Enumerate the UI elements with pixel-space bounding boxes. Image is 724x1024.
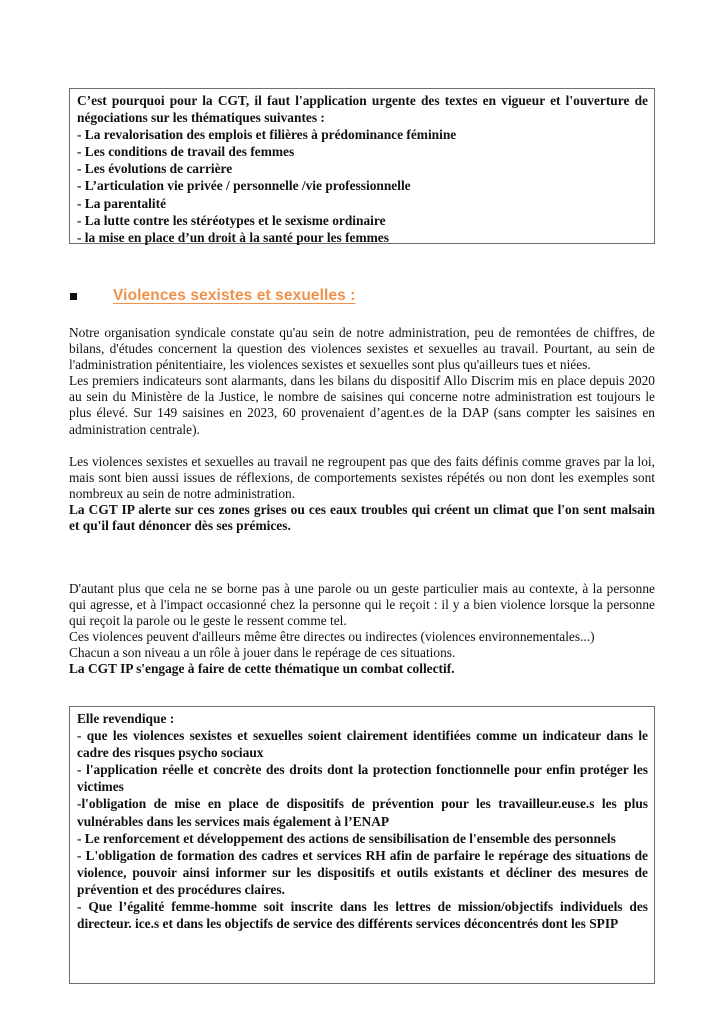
paragraph: D'autant plus que cela ne se borne pas à une parole ou un geste particulier mais au contexte, à la personne qui agresse, et à l'impact occasionné chez la personne qui le reçoit : il y a bien violence lorsque la personne qui reçoit la parole ou le geste le ressent comme tel. xyxy=(69,581,655,629)
demand-item: - La revalorisation des emplois et filières à prédominance féminine xyxy=(77,127,457,143)
demand-item: - Les conditions de travail des femmes xyxy=(77,144,295,160)
paragraph-bold: La CGT IP s'engage à faire de cette thématique un combat collectif. xyxy=(69,661,455,677)
claim-item: -l'obligation de mise en place de dispositifs de prévention pour les travailleur.euse.s les plus vulnérables dans les services mais également à l’ENAP xyxy=(77,796,648,829)
demand-item: - La lutte contre les stéréotypes et le sexisme ordinaire xyxy=(77,212,386,228)
section-heading-text: Violences sexistes et sexuelles : xyxy=(113,287,356,304)
box-intro: Elle revendique : xyxy=(77,711,175,726)
body-section-2 xyxy=(69,581,655,678)
cgt-demands-box xyxy=(69,88,655,244)
demand-item: - La parentalité xyxy=(77,195,167,211)
demand-item: - la mise en place d’un droit à la santé pour les femmes xyxy=(77,229,389,245)
paragraph: Les premiers indicateurs sont alarmants, dans les bilans du dispositif Allo Discrim mis en place depuis 2020 au sein du Ministère de la Justice, le nombre de saisines qui concerne notre administration est toujours le plus élevé. Sur 149 saisines en 2023, 60 provenaient d’agent.es de la DAP (sans compter les saisines en administration centrale). xyxy=(69,373,655,437)
demand-item: - L’articulation vie privée / personnelle /vie professionnelle xyxy=(77,178,411,194)
claim-item: - l'application réelle et concrète des droits dont la protection fonctionnelle pour enfin protéger les victimes xyxy=(77,762,648,795)
paragraph-bold: La CGT IP alerte sur ces zones grises ou ces eaux troubles qui créent un climat que l'on sent malsain et qu'il faut dénoncer dès ses prémices. xyxy=(69,501,655,534)
section-heading xyxy=(70,284,356,308)
box-intro: C’est pourquoi pour la CGT, il faut l'application urgente des textes en vigueur et l'ouverture de négociations sur les thématiques suivantes : xyxy=(77,93,648,126)
paragraph: Ces violences peuvent d'ailleurs même être directes ou indirectes (violences environnementales...) xyxy=(69,629,595,645)
demand-item: - Les évolutions de carrière xyxy=(77,161,233,177)
paragraph: Les violences sexistes et sexuelles au travail ne regroupent pas que des faits définis comme graves par la loi, mais sont bien aussi issues de réflexions, de comportements sexistes répétés ou non dont les exemples sont nombreux au sein de notre administration. xyxy=(69,453,655,501)
claim-item: - Le renforcement et développement des actions de sensibilisation de l'ensemble des personnels xyxy=(77,830,616,846)
claim-item: - Que l’égalité femme-homme soit inscrite dans les lettres de mission/objectifs individuels des directeur. ice.s et dans les objectifs de service des différents services déconcentrés dont les SPIP xyxy=(77,899,648,932)
claim-item: - que les violences sexistes et sexuelles soient clairement identifiées comme un indicateur dans le cadre des risques psycho sociaux xyxy=(77,728,648,761)
paragraph: Notre organisation syndicale constate qu'au sein de notre administration, peu de remontées de chiffres, de bilans, d'études concernent la question des violences sexistes et sexuelles au travail. Pourtant, au sein de l'administration pénitentiaire, les violences sexistes et sexuelles sont plus qu'ailleurs tues et niées. xyxy=(69,325,655,373)
paragraph: Chacun a son niveau a un rôle à jouer dans le repérage de ces situations. xyxy=(69,645,456,661)
body-section-1 xyxy=(69,325,655,534)
claim-item: - L'obligation de formation des cadres et services RH afin de parfaire le repérage des situations de violence, pouvoir ainsi informer sur les dispositifs et outils existants et décliner des mesures de prévention et des procédures claires. xyxy=(77,847,648,897)
claims-box xyxy=(69,706,655,984)
black-square-bullet-icon xyxy=(70,293,77,300)
